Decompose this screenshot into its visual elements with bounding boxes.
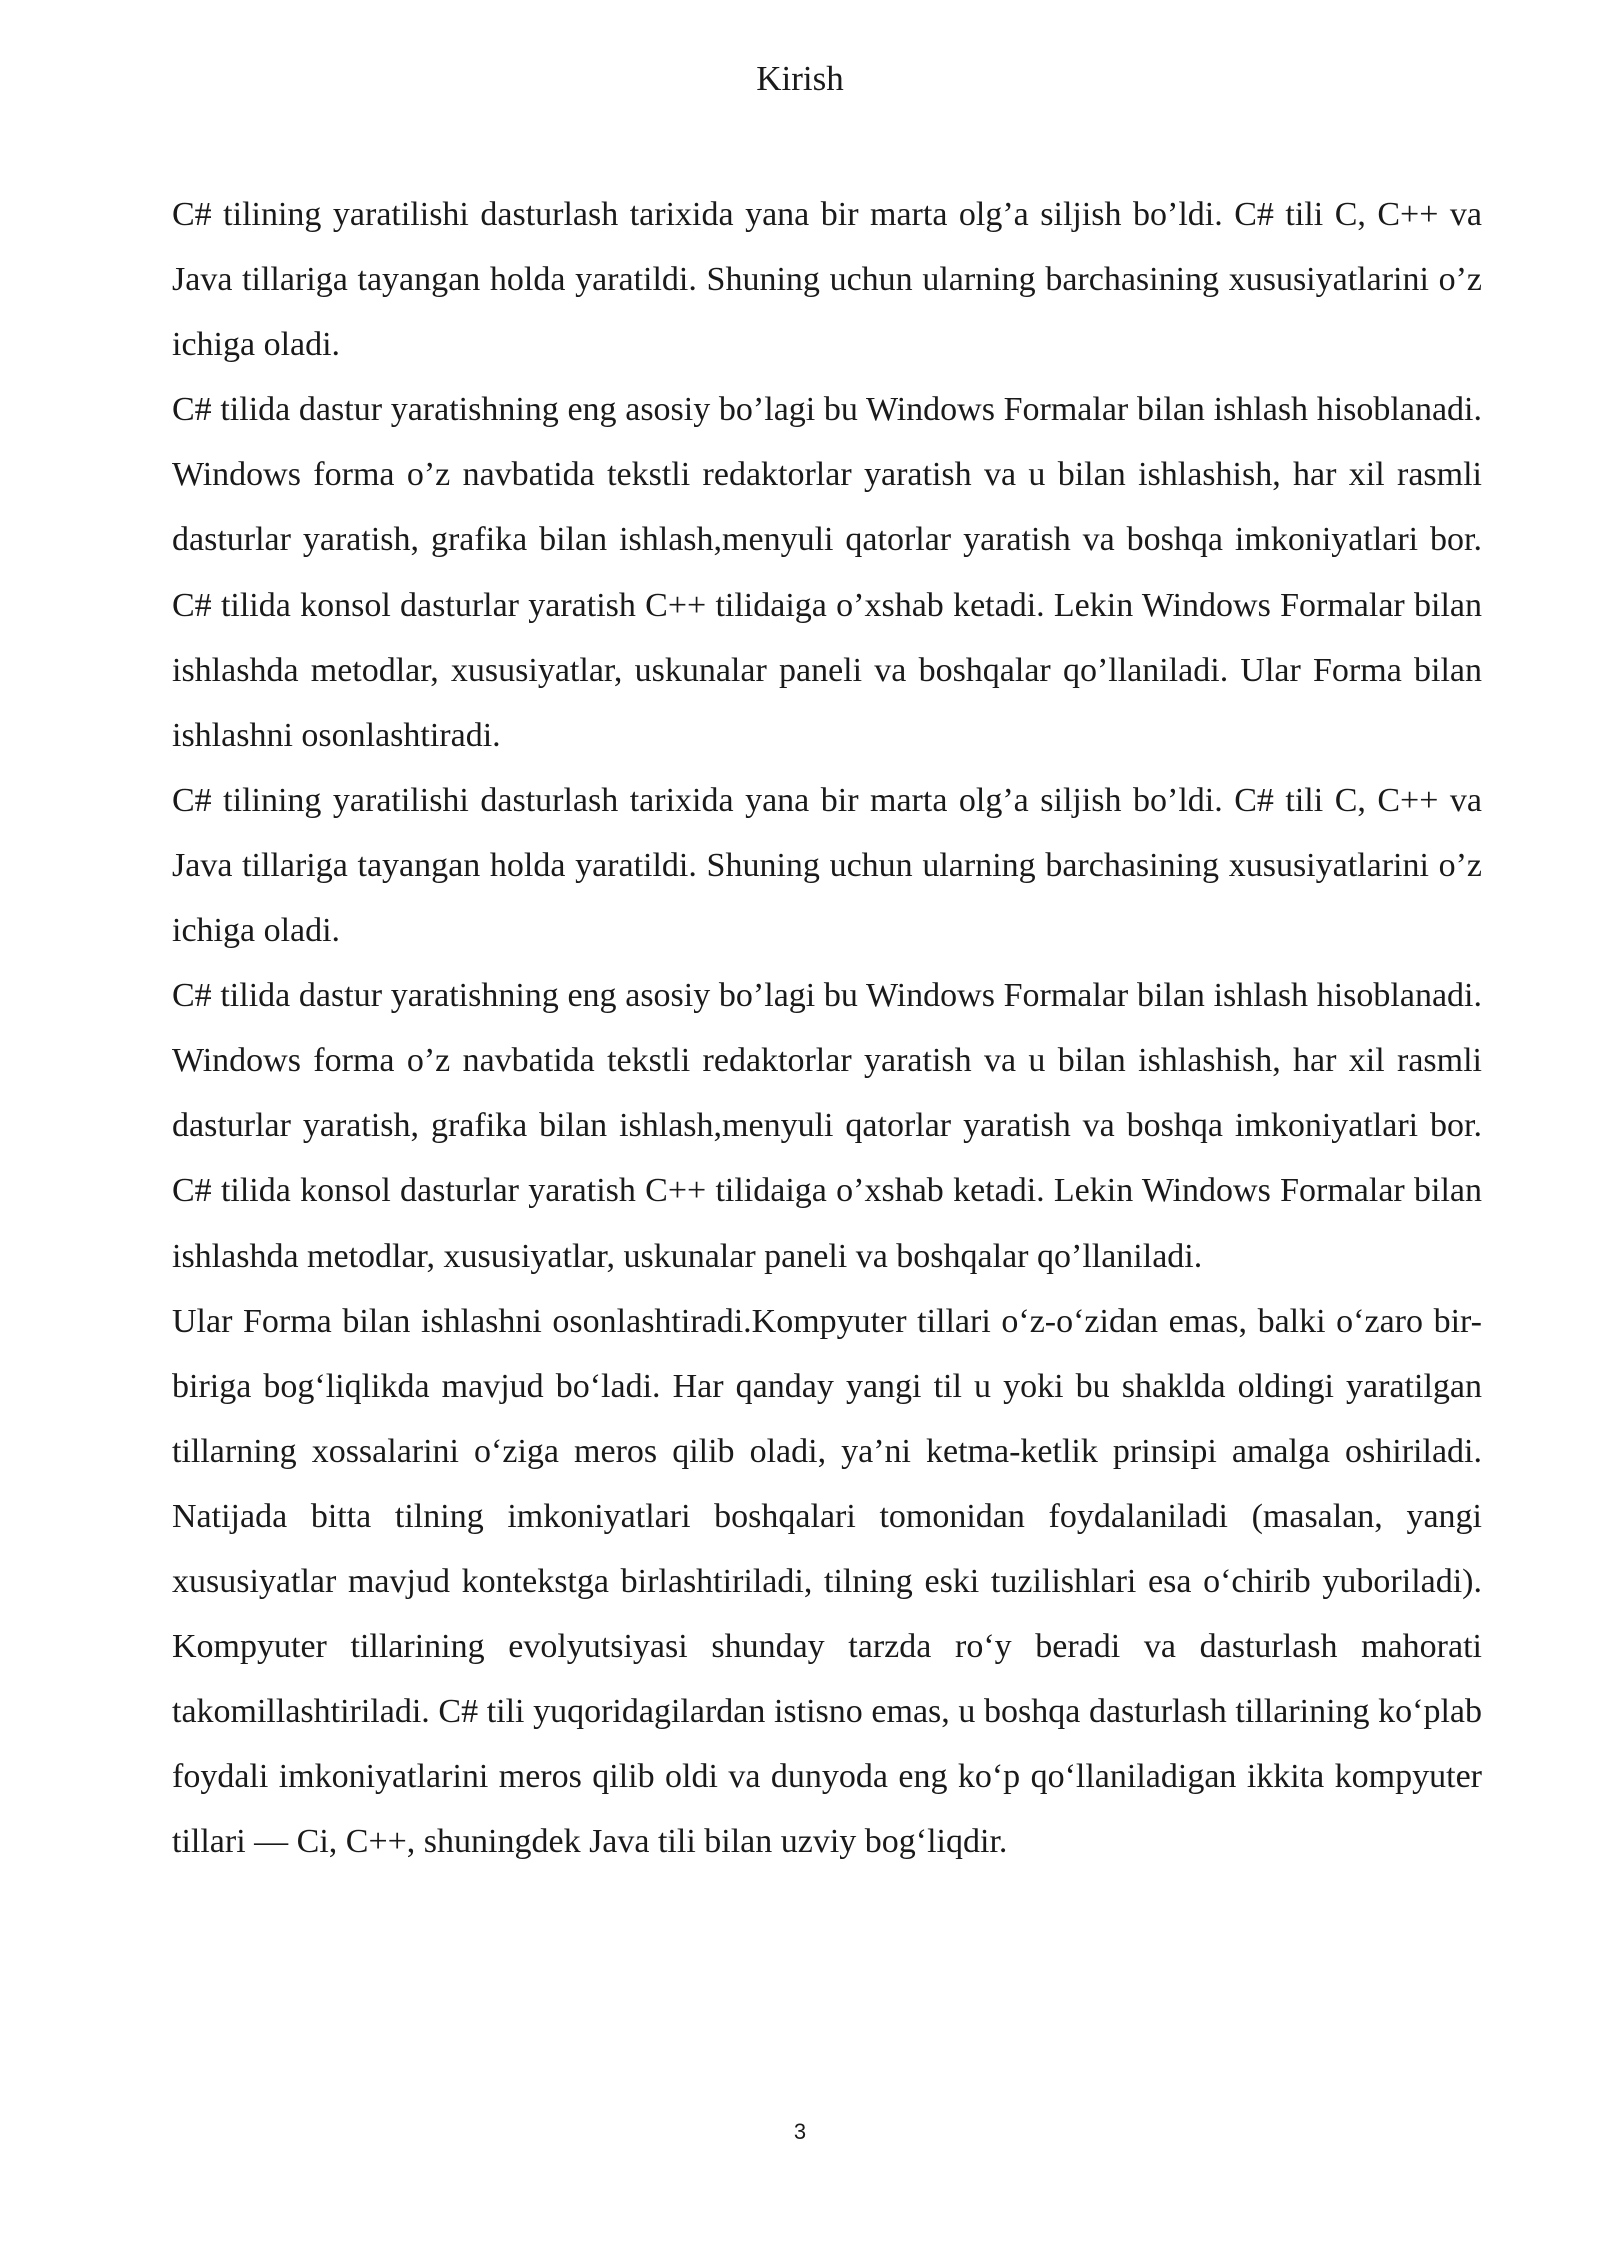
document-body <box>172 182 1482 1874</box>
paragraph-2: C# tilida dastur yaratishning eng asosiy bo’lagi bu Windows Formalar bilan ishlash hisoblanadi. Windows forma o’z navbatida tekstli redaktorlar yaratish va u bilan ishlashish, har xil rasmli dasturlar yaratish, grafika bilan ishlash,menyuli qatorlar yaratish va boshqa imkoniyatlari bor. C# tilida konsol dasturlar yaratish C++ tilidaiga o’xshab ketadi. Lekin Windows Formalar bilan ishlashda metodlar, xususiyatlar, uskunalar paneli va boshqalar qo’llaniladi. Ular Forma bilan ishlashni osonlashtiradi. <box>172 391 1482 754</box>
paragraph-3: C# tilining yaratilishi dasturlash tarixida yana bir marta olg’a siljish bo’ldi. C# tili C, C++ va Java tillariga tayangan holda yaratildi. Shuning uchun ularning barchasining xususiyatlarini o’z ichiga oladi. <box>172 781 1482 950</box>
page-number: 3 <box>793 2119 807 2144</box>
paragraph-1: C# tilining yaratilishi dasturlash tarixida yana bir marta olg’a siljish bo’ldi. C# tili C, C++ va Java tillariga tayangan holda yaratildi. Shuning uchun ularning barchasining xususiyatlarini o’z ichiga oladi. <box>172 196 1482 364</box>
paragraph-4: C# tilida dastur yaratishning eng asosiy bo’lagi bu Windows Formalar bilan ishlash hisoblanadi. Windows forma o’z navbatida tekstli redaktorlar yaratish va u bilan ishlashish, har xil rasmli dasturlar yaratish, grafika bilan ishlash,menyuli qatorlar yaratish va boshqa imkoniyatlari bor. C# tilida konsol dasturlar yaratish C++ tilidaiga o’xshab ketadi. Lekin Windows Formalar bilan ishlashda metodlar, xususiyatlar, uskunalar paneli va boshqalar qo’llaniladi. <box>172 977 1482 1275</box>
paragraph-5: Ular Forma bilan ishlashni osonlashtiradi.Kompyuter tillari o‘z-o‘zidan emas, balki o‘zaro bir-biriga bog‘liqlikda mavjud bo‘ladi. Har qanday yangi til u yoki bu shaklda oldingi yaratilgan tillarning xossalarini o‘ziga meros qilib oladi, ya’ni ketma-ketlik prinsipi amalga oshiriladi. Natijada bitta tilning imkoniyatlari boshqalari tomonidan foydalaniladi (masalan, yangi xususiyatlar mavjud kontekstga birlashtiriladi, tilning eski tuzilishlari esa o‘chirib yuboriladi). Kompyuter tillarining evolyutsiyasi shunday tarzda ro‘y beradi va dasturlash mahorati takomillashtiriladi. C# tili yuqoridagilardan istisno emas, u boshqa dasturlash tillarining ko‘plab foydali imkoniyatlarini meros qilib oldi va dunyoda eng ko‘p qo‘llaniladigan ikkita kompyuter tillari — Ci, C++, shuningdek Java tili bilan uzviy bog‘liqdir. <box>172 1302 1482 1861</box>
page-title: Kirish <box>756 59 844 98</box>
